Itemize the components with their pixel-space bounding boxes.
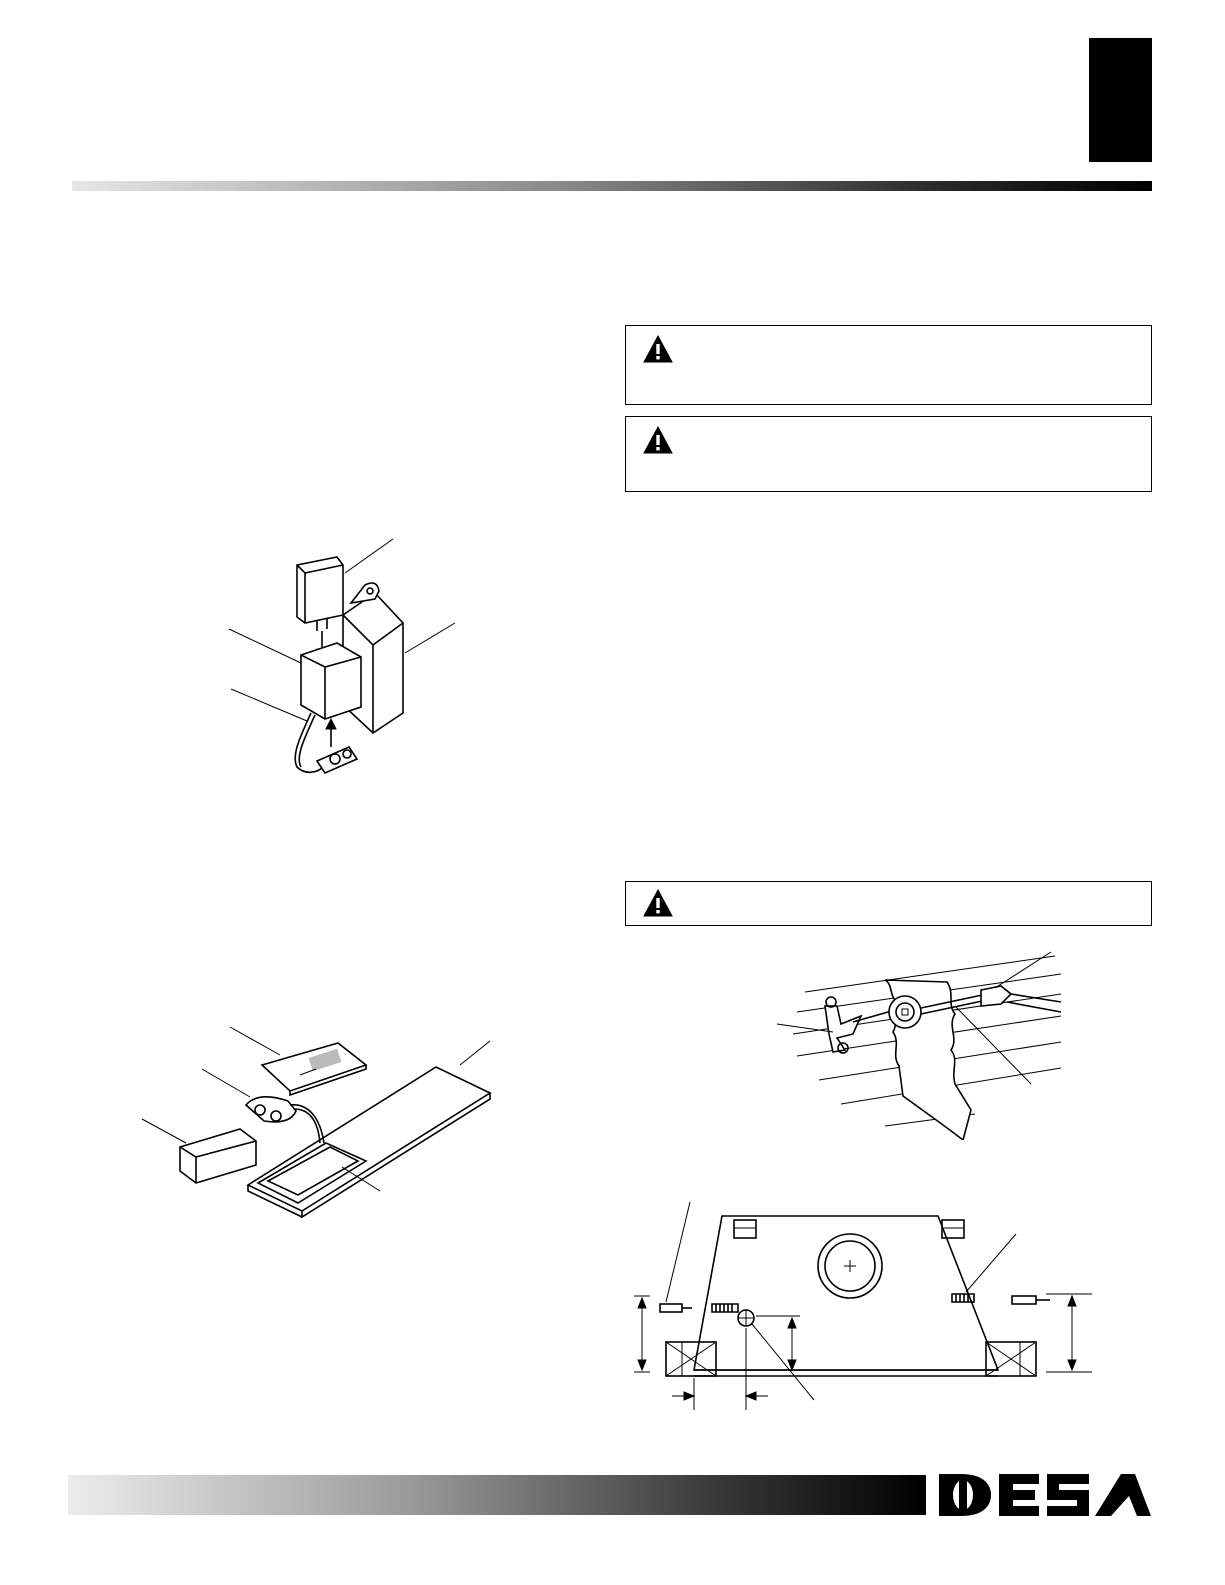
warning-triangle-icon xyxy=(642,888,674,918)
warning-box-3 xyxy=(625,881,1152,926)
warning-triangle-icon xyxy=(642,425,674,455)
footer-bar xyxy=(68,1475,926,1515)
desa-logo xyxy=(935,1470,1155,1520)
warning-triangle-icon xyxy=(642,334,674,364)
figure-ignitor-module xyxy=(225,535,470,785)
figure-wall-switch-wiring xyxy=(775,950,1065,1140)
warning-box-1 xyxy=(625,325,1152,405)
figure-remote-transmitter xyxy=(140,1025,520,1225)
header-rule xyxy=(72,181,1152,191)
warning-box-2 xyxy=(625,416,1152,492)
figure-mounting-plate xyxy=(620,1200,1100,1415)
section-tab xyxy=(1089,38,1152,162)
